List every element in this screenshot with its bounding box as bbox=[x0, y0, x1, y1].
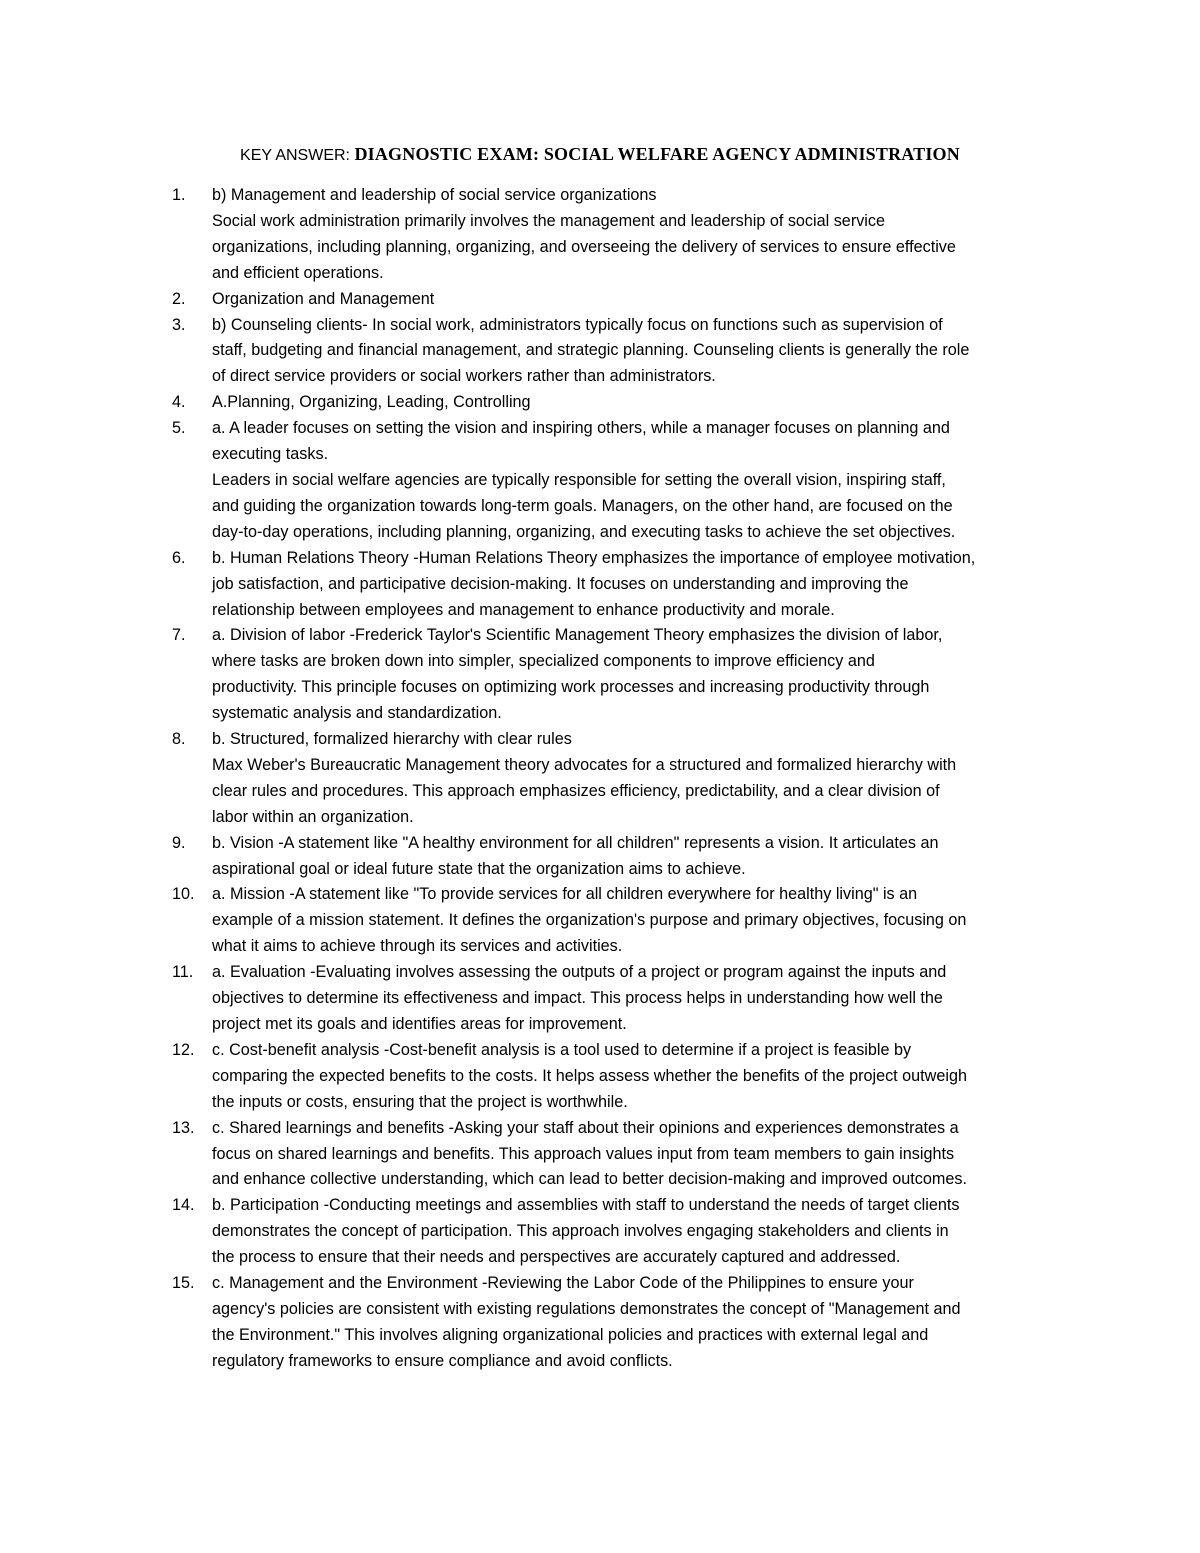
answer-line: demonstrates the concept of participation. This approach involves engaging stakeholders and clients in bbox=[212, 1222, 949, 1241]
answer-line: project met its goals and identifies areas for improvement. bbox=[212, 1015, 627, 1033]
answer-line: the Environment." This involves aligning organizational policies and practices with external legal and bbox=[212, 1325, 929, 1344]
answer-item bbox=[172, 313, 1062, 391]
answer-number: 13. bbox=[172, 1118, 195, 1137]
answer-line: a. Division of labor -Frederick Taylor's Scientific Management Theory emphasizes the division of labor, bbox=[212, 626, 943, 645]
answer-item bbox=[172, 390, 1062, 416]
answer-text bbox=[212, 727, 1062, 831]
answer-line: example of a mission statement. It defines the organization's purpose and primary objectives, focusing on bbox=[212, 911, 967, 930]
answer-list bbox=[172, 183, 1062, 1375]
answer-number: 12. bbox=[172, 1040, 195, 1059]
answer-line: relationship between employees and management to enhance productivity and morale. bbox=[212, 600, 835, 619]
answer-text bbox=[212, 416, 1062, 546]
answer-number: 7. bbox=[172, 626, 186, 645]
answer-line: Organization and Management bbox=[212, 289, 435, 308]
answer-number: 4. bbox=[172, 393, 186, 412]
answer-line: aspirational goal or ideal future state that the organization aims to achieve. bbox=[212, 859, 746, 878]
answer-line: regulatory frameworks to ensure compliance and avoid conflicts. bbox=[212, 1351, 673, 1370]
title-prefix: KEY ANSWER: bbox=[240, 147, 355, 164]
title-main: DIAGNOSTIC EXAM: SOCIAL WELFARE AGENCY ADMINISTRATION bbox=[354, 144, 960, 164]
answer-text bbox=[212, 1271, 1062, 1375]
answer-line: b) Counseling clients- In social work, administrators typically focus on functions such as supervision of bbox=[212, 315, 943, 334]
answer-item bbox=[172, 416, 1062, 546]
answer-text bbox=[212, 882, 1062, 960]
answer-number: 9. bbox=[172, 833, 186, 852]
answer-line: systematic analysis and standardization. bbox=[212, 704, 502, 723]
answer-line: b. Participation -Conducting meetings and assemblies with staff to understand the needs of target clients bbox=[212, 1196, 960, 1215]
answer-item bbox=[172, 882, 1062, 960]
answer-line: a. Mission -A statement like "To provide services for all children everywhere for healthy living" is an bbox=[212, 885, 918, 904]
answer-text bbox=[212, 183, 1062, 287]
answer-item bbox=[172, 1038, 1062, 1116]
answer-line: b. Human Relations Theory -Human Relations Theory emphasizes the importance of employee motivation, bbox=[212, 548, 976, 567]
answer-line: of direct service providers or social workers rather than administrators. bbox=[212, 367, 716, 386]
answer-line: the inputs or costs, ensuring that the project is worthwhile. bbox=[212, 1092, 628, 1111]
answer-item bbox=[172, 287, 1062, 313]
answer-number: 11. bbox=[172, 963, 194, 982]
answer-line: labor within an organization. bbox=[212, 807, 414, 826]
answer-line: where tasks are broken down into simpler, specialized components to improve efficiency and bbox=[212, 652, 875, 671]
answer-text bbox=[212, 960, 1062, 1038]
answer-line: and enhance collective understanding, which can lead to better decision-making and improved outcomes. bbox=[212, 1170, 967, 1189]
answer-number: 6. bbox=[172, 548, 186, 567]
answer-item bbox=[172, 727, 1062, 831]
answer-line: A.Planning, Organizing, Leading, Controlling bbox=[212, 393, 531, 412]
answer-number: 3. bbox=[172, 315, 186, 334]
answer-line: productivity. This principle focuses on optimizing work processes and increasing productivity through bbox=[212, 678, 930, 697]
answer-item bbox=[172, 831, 1062, 883]
answer-number: 2. bbox=[172, 289, 186, 308]
page-title bbox=[0, 141, 1200, 169]
answer-text bbox=[212, 1038, 1062, 1116]
answer-line: Leaders in social welfare agencies are typically responsible for setting the overall vision, inspiring staff, bbox=[212, 470, 946, 489]
answer-item bbox=[172, 1271, 1062, 1375]
answer-text bbox=[212, 390, 1062, 416]
answer-line: what it aims to achieve through its services and activities. bbox=[212, 937, 623, 956]
answer-number: 1. bbox=[172, 186, 186, 204]
answer-line: c. Shared learnings and benefits -Asking your staff about their opinions and experiences demonstrates a bbox=[212, 1118, 959, 1137]
answer-line: organizations, including planning, organizing, and overseeing the delivery of services to ensure effective bbox=[212, 237, 956, 256]
answer-line: Max Weber's Bureaucratic Management theory advocates for a structured and formalized hierarchy with bbox=[212, 755, 957, 774]
answer-text bbox=[212, 1116, 1062, 1194]
answer-number: 15. bbox=[172, 1274, 195, 1293]
answer-line: b. Structured, formalized hierarchy with clear rules bbox=[212, 730, 572, 749]
answer-line: the process to ensure that their needs and perspectives are accurately captured and addressed. bbox=[212, 1248, 901, 1267]
answer-line: job satisfaction, and participative decision-making. It focuses on understanding and improving the bbox=[212, 574, 909, 593]
answer-line: focus on shared learnings and benefits. This approach values input from team members to gain insights bbox=[212, 1144, 955, 1163]
answer-number: 8. bbox=[172, 730, 186, 749]
answer-text bbox=[212, 313, 1062, 391]
answer-line: executing tasks. bbox=[212, 445, 329, 464]
answer-line: Social work administration primarily involves the management and leadership of social service bbox=[212, 211, 885, 230]
answer-text bbox=[212, 546, 1062, 624]
answer-item bbox=[172, 1116, 1062, 1194]
answer-line: a. Evaluation -Evaluating involves assessing the outputs of a project or program against the inputs and bbox=[212, 963, 947, 982]
answer-line: b. Vision -A statement like "A healthy environment for all children" represents a vision. It articulates an bbox=[212, 833, 939, 852]
answer-line: a. A leader focuses on setting the vision and inspiring others, while a manager focuses on planning and bbox=[212, 419, 950, 438]
answer-line: and guiding the organization towards long-term goals. Managers, on the other hand, are focused on the bbox=[212, 496, 953, 515]
answer-item bbox=[172, 623, 1062, 727]
answer-line: staff, budgeting and financial management, and strategic planning. Counseling clients is generally the role bbox=[212, 341, 970, 360]
answer-number: 10. bbox=[172, 885, 195, 904]
answer-line: objectives to determine its effectiveness and impact. This process helps in understanding how well the bbox=[212, 989, 943, 1008]
answer-item bbox=[172, 1193, 1062, 1271]
answer-line: agency's policies are consistent with existing regulations demonstrates the concept of "Management and bbox=[212, 1299, 961, 1318]
answer-line: comparing the expected benefits to the costs. It helps assess whether the benefits of the project outweigh bbox=[212, 1066, 967, 1085]
answer-line: c. Cost-benefit analysis -Cost-benefit analysis is a tool used to determine if a project is feasible by bbox=[212, 1040, 912, 1059]
answer-text bbox=[212, 287, 1062, 313]
answer-item bbox=[172, 546, 1062, 624]
answer-line: clear rules and procedures. This approach emphasizes efficiency, predictability, and a clear division of bbox=[212, 781, 940, 800]
answer-text bbox=[212, 831, 1062, 883]
answer-item bbox=[172, 960, 1062, 1038]
answer-number: 5. bbox=[172, 419, 186, 438]
answer-line: and efficient operations. bbox=[212, 263, 384, 282]
answer-number: 14. bbox=[172, 1196, 195, 1215]
answer-line: c. Management and the Environment -Reviewing the Labor Code of the Philippines to ensure your bbox=[212, 1274, 914, 1293]
answer-line: b) Management and leadership of social service organizations bbox=[212, 186, 657, 204]
answer-text bbox=[212, 1193, 1062, 1271]
answer-text bbox=[212, 623, 1062, 727]
answer-line: day-to-day operations, including planning, organizing, and executing tasks to achieve the set objectives. bbox=[212, 522, 956, 541]
answer-item bbox=[172, 183, 1062, 287]
